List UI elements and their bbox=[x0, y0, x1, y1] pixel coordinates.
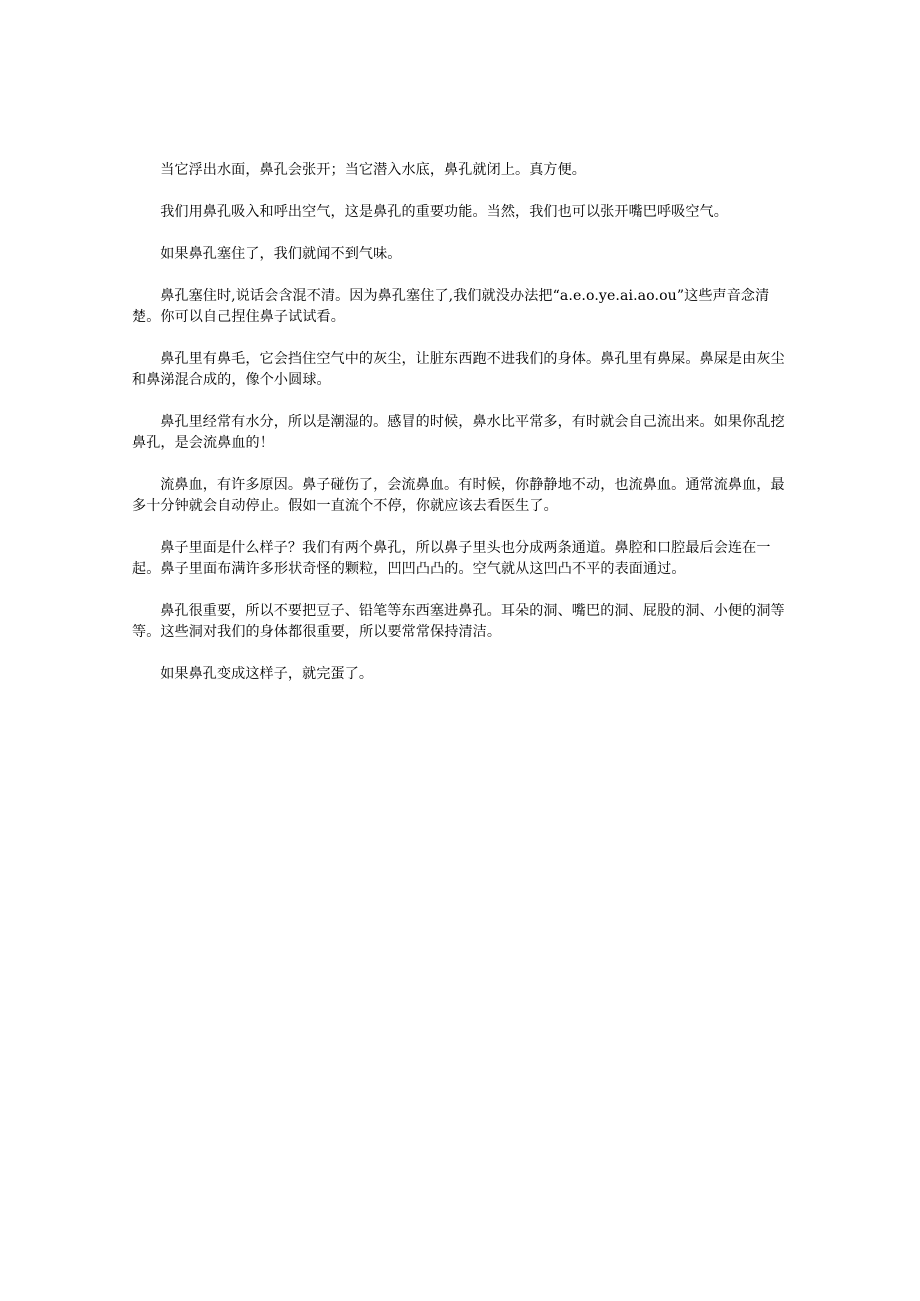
paragraph-4: 鼻孔塞住时,说话会含混不清。因为鼻孔塞住了,我们就没办法把“a.e.o.ye.ai.ao.ou”这些声音念清楚。你可以自己捏住鼻子试试看。 bbox=[132, 288, 770, 325]
paragraph-7: 流鼻血，有许多原因。鼻子碰伤了，会流鼻血。有时候，你静静地不动，也流鼻血。通常流鼻血，最多十分钟就会自动停止。假如一直流个不停，你就应该去看医生了。 bbox=[132, 477, 785, 514]
paragraph-6: 鼻孔里经常有水分，所以是潮湿的。感冒的时候，鼻水比平常多，有时就会自己流出来。如果你乱挖鼻孔，是会流鼻血的！ bbox=[132, 414, 785, 451]
paragraph-2: 我们用鼻孔吸入和呼出空气，这是鼻孔的重要功能。当然，我们也可以张开嘴巴呼吸空气。 bbox=[160, 204, 728, 220]
paragraph-10: 如果鼻孔变成这样子，就完蛋了。 bbox=[160, 666, 374, 682]
paragraph-9: 鼻孔很重要，所以不要把豆子、铅笔等东西塞进鼻孔。耳朵的洞、嘴巴的洞、屁股的洞、小便的洞等等。这些洞对我们的身体都很重要，所以要常常保持清洁。 bbox=[132, 603, 785, 640]
paragraph-1: 当它浮出水面，鼻孔会张开；当它潜入水底，鼻孔就闭上。真方便。 bbox=[160, 162, 586, 178]
paragraph-5: 鼻孔里有鼻毛，它会挡住空气中的灰尘，让脏东西跑不进我们的身体。鼻孔里有鼻屎。鼻屎是由灰尘和鼻涕混合成的，像个小圆球。 bbox=[132, 351, 785, 388]
paragraph-8: 鼻子里面是什么样子？我们有两个鼻孔，所以鼻子里头也分成两条通道。鼻腔和口腔最后会连在一起。鼻子里面布满许多形状奇怪的颗粒，凹凹凸凸的。空气就从这凹凸不平的表面通过。 bbox=[132, 540, 771, 577]
document-body bbox=[132, 160, 792, 706]
paragraph-3: 如果鼻孔塞住了，我们就闻不到气味。 bbox=[160, 246, 402, 262]
